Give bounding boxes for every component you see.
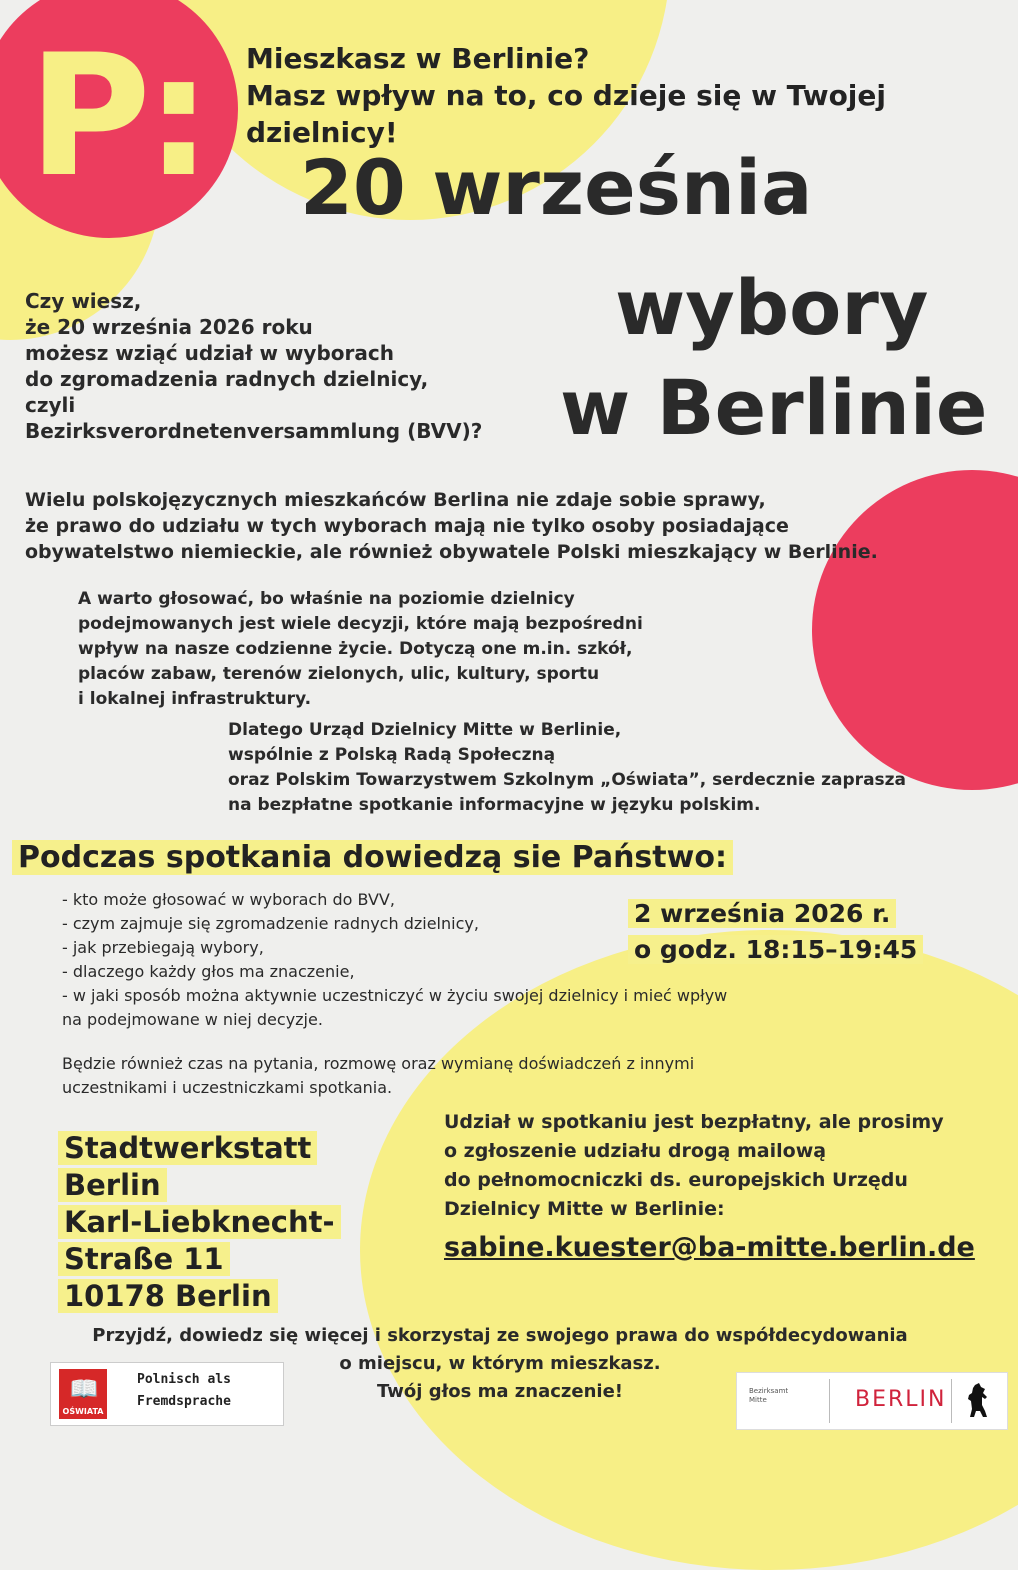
title-line-3: w Berlinie — [560, 363, 988, 452]
book-icon: 📖 — [69, 1375, 99, 1403]
header-question — [246, 40, 1018, 151]
address-line-3: Karl-Liebknecht- — [58, 1205, 341, 1239]
paragraph-invitation: Dlatego Urząd Dzielnicy Mitte w Berlinie, wspólnie z Polską Radą Społeczną oraz Polskim Towarzystwem Szkolnym „Oświata”, serdecznie zaprasza na bezpłatne spotkanie informacyjne w języku polskim. — [228, 720, 907, 815]
bear-icon — [963, 1381, 993, 1421]
event-date-time — [628, 896, 923, 968]
address-line-2: Berlin — [58, 1168, 167, 1202]
intro-question: Czy wiesz, że 20 września 2026 roku możesz wziąć udział w wyborach do zgromadzenia radnych dzielnicy, czyli Bezirksverordnetenversammlung (BVV)? — [25, 289, 483, 443]
oswiata-logo — [50, 1362, 284, 1426]
berlin-wordmark: BERLIN — [855, 1387, 947, 1412]
address-line-1: Stadtwerkstatt — [58, 1131, 317, 1165]
oswiata-label: OŚWIATA — [62, 1407, 104, 1416]
meeting-topics-heading-text: Podczas spotkania dowiedzą sie Państwo: — [12, 840, 733, 875]
bezirksamt-mitte-logo — [736, 1372, 1008, 1430]
oswiata-mark — [59, 1369, 107, 1419]
title-line-1: 20 września — [300, 143, 813, 232]
header-line-2: Masz wpływ na to, co dzieje się w Twojej dzielnicy! — [246, 79, 886, 149]
closing-message: Przyjdź, dowiedz się więcej i skorzystaj ze swojego prawa do współdecydowania o miejscu, w którym mieszkasz. Twój głos ma znaczenie! — [92, 1325, 908, 1402]
address-line-4: Straße 11 — [58, 1242, 230, 1276]
logo-divider — [951, 1379, 952, 1423]
polish-council-logo-icon: P: — [28, 18, 207, 214]
logo-divider — [829, 1379, 830, 1423]
meeting-topics-heading — [12, 838, 733, 878]
registration-info: Udział w spotkaniu jest bezpłatny, ale prosimy o zgłoszenie udziału drogą mailową do pełnomocniczki ds. europejskich Urzędu Dzielnicy Mitte w Berlinie: — [444, 1111, 944, 1220]
header-line-1: Mieszkasz w Berlinie? — [246, 42, 590, 75]
questions-note: Będzie również czas na pytania, rozmowę oraz wymianę doświadczeń z innymi uczestnikami i uczestniczkami spotkania. — [62, 1054, 695, 1097]
event-date: 2 września 2026 r. — [628, 899, 896, 928]
title-line-2: wybory — [615, 263, 929, 352]
contact-email-link[interactable]: sabine.kuester@ba-mitte.berlin.de — [444, 1232, 975, 1263]
event-time: o godz. 18:15–19:45 — [628, 935, 923, 964]
topics-list: - kto może głosować w wyborach do BVV, - czym zajmuje się zgromadzenie radnych dzielnicy, - jak przebiegają wybory, - dlaczego każdy głos ma znaczenie, - w jaki sposób można aktywnie uczestniczyć w życiu swojej dzielnicy i mieć wpływ na podejmowane w niej decyzje. — [62, 890, 728, 1029]
oswiata-tagline: Polnisch als Fremdsprache — [137, 1372, 231, 1409]
paragraph-eligibility: Wielu polskojęzycznych mieszkańców Berlina nie zdaje sobie sprawy, że prawo do udziału w tych wyborach mają nie tylko osoby posiadające obywatelstwo niemieckie, ale również obywatele Polski mieszkający w Berlinie. — [25, 489, 878, 563]
address-line-5: 10178 Berlin — [58, 1279, 278, 1313]
venue-address — [58, 1130, 341, 1315]
paragraph-why-vote: A warto głosować, bo właśnie na poziomie dzielnicy podejmowanych jest wiele decyzji, które mają bezpośredni wpływ na nasze codzienne życie. Dotyczą one m.in. szkół, placów zabaw, terenów zielonych, ulic, kultury, sportu i lokalnej infrastruktury. — [78, 589, 643, 709]
bezirksamt-label: Bezirksamt Mitte — [749, 1387, 789, 1404]
